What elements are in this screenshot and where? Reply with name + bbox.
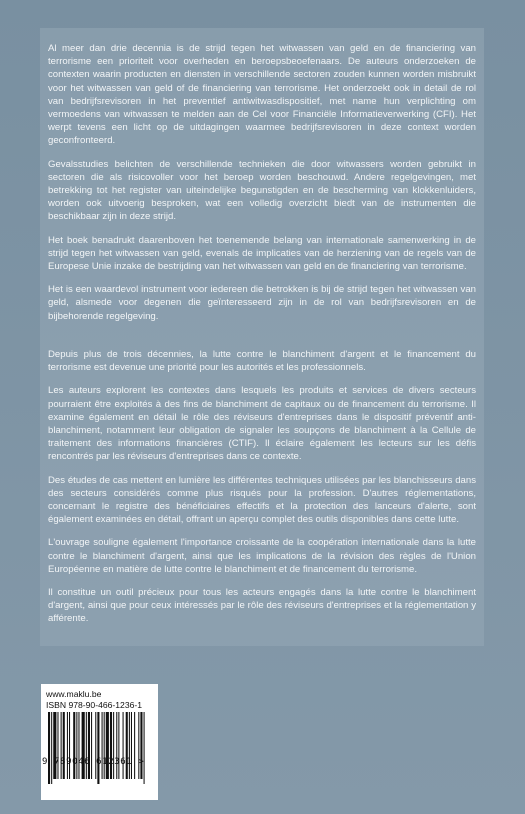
barcode-digits: 9 789046 612361 >	[42, 757, 145, 767]
dutch-paragraph-4: Het is een waardevol instrument voor iedereen die betrokken is bij de strijd tegen het witwassen van geld, alsmede voor degenen die geïnteresseerd zijn in de rol van bedrijfsrevisoren en de bijbehorende regelgeving.	[48, 284, 476, 322]
french-paragraph-5: Il constitue un outil précieux pour tous les acteurs engagés dans la lutte contre le blanchiment d'argent, ainsi que pour ceux intéressés par le rôle des réviseurs d'entreprises et la réglementation y afférente.	[48, 587, 476, 625]
isbn-barcode-sticker	[41, 684, 158, 800]
isbn-number: ISBN 978-90-466-1236-1	[46, 700, 143, 710]
dutch-paragraph-1: Al meer dan drie decennia is de strijd tegen het witwassen van geld en de financiering van terrorisme een prioriteit voor overheden en beroepsbeoefenaars. De auteurs onderzoeken de contexten waarin producten en diensten in verschillende sectoren zouden kunnen worden misbruikt voor het witwassen van geld of de financiering van terrorisme. Het onderzoekt ook in detail de rol van bedrijfsrevisoren in het preventief antiwitwasdispositief, met name hun verplichting om vermoedens van witwassen te melden aan de Cel voor Financiële Informatieverwerking (CFI). Het werpt tevens een licht op de uitdagingen waarmee bedrijfsrevisoren in deze context worden geconfronteerd.	[48, 43, 476, 147]
french-paragraph-2: Les auteurs explorent les contextes dans lesquels les produits et services de divers secteurs pourraient être exploités à des fins de blanchiment de capitaux ou de financement du terrorisme. Il examine également en détail le rôle des réviseurs d'entreprises dans le dispositif préventif anti-blanchiment, notamment leur obligation de signaler les soupçons de blanchiment à la Cellule de traitement des informations financières (CTIF). Il éclaire également les lecteurs sur les défis rencontrés par les réviseurs d'entreprises dans ce contexte.	[48, 385, 476, 463]
dutch-paragraph-2: Gevalsstudies belichten de verschillende technieken die door witwassers worden gebruikt in sectoren die als risicovoller voor het beroep worden beschouwd. Andere regelgevingen, met betrekking tot het register van uiteindelijke begunstigden en de bescherming van klokkenluiders, worden ook uitvoerig besproken, wat een volledig overzicht biedt van de instrumenten die beschikbaar zijn in deze strijd.	[48, 158, 476, 223]
french-paragraph-3: Des études de cas mettent en lumière les différentes techniques utilisées par les blanchisseurs dans des secteurs considérés comme plus risqués pour la profession. D'autres réglementations, concernant le registre des bénéficiaires effectifs et la protection des lanceurs d'alerte, sont également examinées en détail, offrant un aperçu complet des outils disponibles dans cette lutte.	[48, 474, 476, 526]
french-paragraph-1: Depuis plus de trois décennies, la lutte contre le blanchiment d'argent et le financement du terrorisme est devenue une priorité pour les autorités et les professionnels.	[48, 349, 476, 374]
dutch-description-panel	[40, 28, 484, 336]
publisher-website: www.maklu.be	[46, 689, 102, 699]
french-description-panel	[40, 336, 484, 646]
barcode-icon	[45, 712, 154, 784]
dutch-paragraph-3: Het boek benadrukt daarenboven het toenemende belang van internationale samenwerking in de strijd tegen het witwassen van geld, evenals de implicaties van de herziening van de regels van de Europese Unie inzake de bestrijding van het witwassen van geld en de financiering van terrorisme.	[48, 234, 476, 273]
french-paragraph-4: L'ouvrage souligne également l'importance croissante de la coopération internationale dans la lutte contre le blanchiment d'argent, ainsi que les implications de la révision des règles de l'Union Européenne en matière de lutte contre le blanchiment et de financement du terrorisme.	[48, 537, 476, 575]
